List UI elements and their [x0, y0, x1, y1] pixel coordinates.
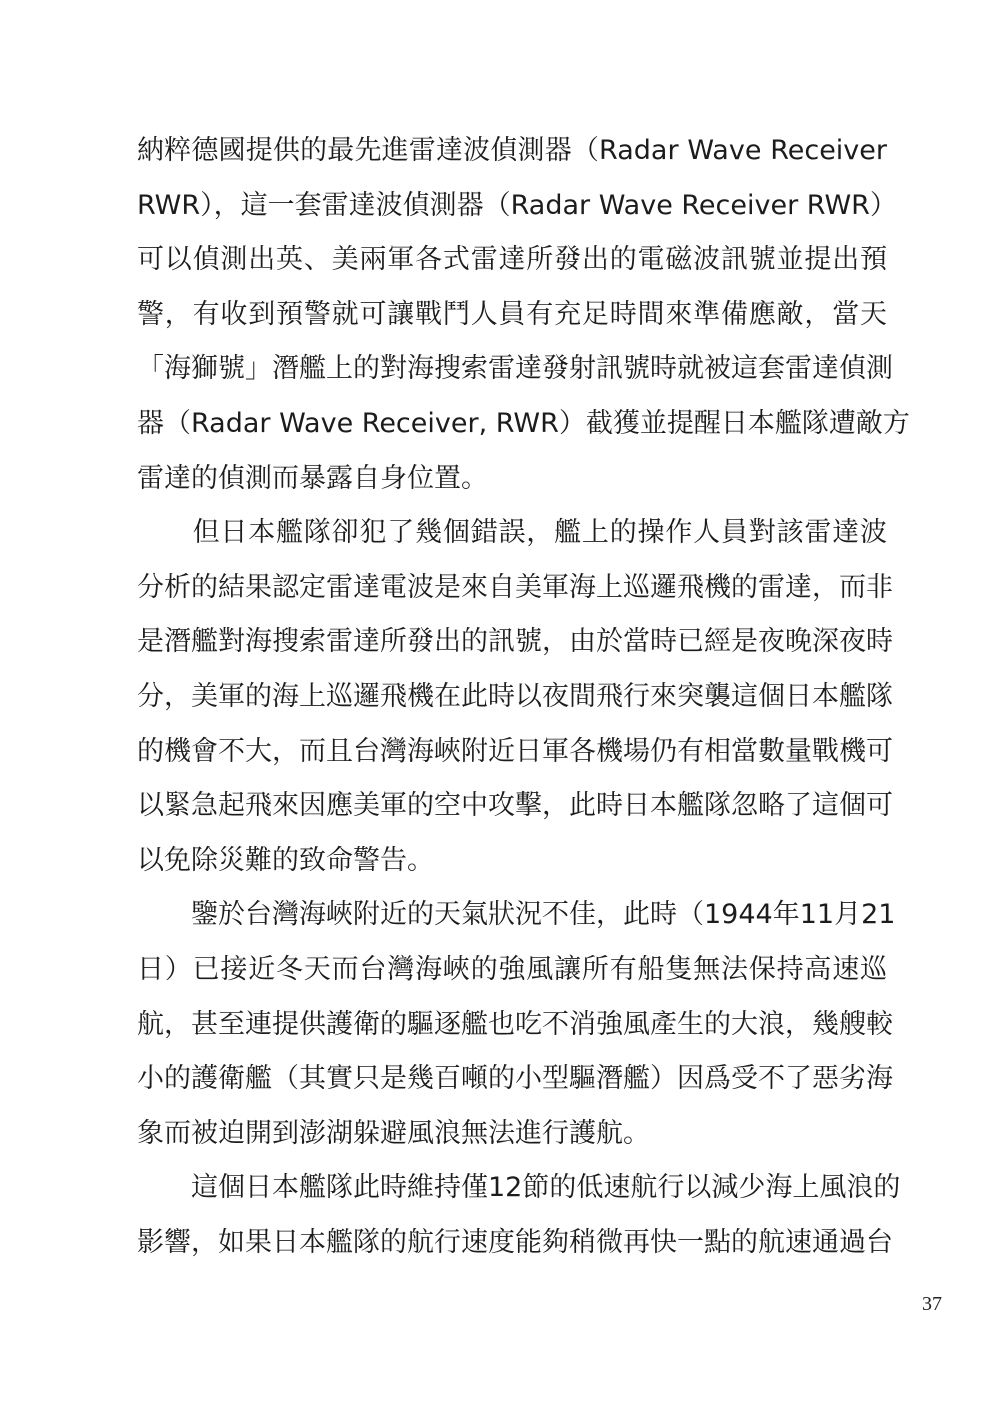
text-line: 日）已接近冬天而台灣海峽的強風讓所有船隻無法保持高速巡: [137, 953, 887, 985]
text-line: 分，美軍的海上巡邏飛機在此時以夜間飛行來突襲這個日本艦隊: [137, 680, 893, 712]
text-line: 小的護衛艦（其實只是幾百噸的小型驅潛艦）因爲受不了惡劣海: [137, 1063, 893, 1095]
text-line: 航，甚至連提供護衛的驅逐艦也吃不消強風產生的大浪，幾艘較: [137, 1008, 893, 1040]
text-line-paragraph-end: 以免除災難的致命警告。: [137, 844, 434, 876]
text-line: 可以偵測出英、美兩軍各式雷達所發出的電磁波訊號並提出預: [137, 244, 887, 276]
text-line-paragraph-start: 但日本艦隊卻犯了幾個錯誤，艦上的操作人員對該雷達波: [137, 517, 887, 549]
text-line: RWR），這一套雷達波偵測器（Radar Wave Receiver RWR）: [137, 189, 897, 221]
text-line: 以緊急起飛來因應美軍的空中攻擊，此時日本艦隊忽略了這個可: [137, 790, 893, 822]
text-line-paragraph-end: 雷達的偵測而暴露自身位置。: [137, 462, 488, 494]
body-text: [137, 124, 910, 1270]
text-line: 是潛艦對海搜索雷達所發出的訊號，由於當時已經是夜晚深夜時: [137, 626, 893, 658]
text-line-paragraph-end: 象而被迫開到澎湖躲避風浪無法進行護航。: [137, 1117, 650, 1149]
page-number: 37: [922, 1293, 942, 1315]
text-line: 「海獅號」潛艦上的對海搜索雷達發射訊號時就被這套雷達偵測: [137, 353, 893, 385]
text-line: 警，有收到預警就可讓戰鬥人員有充足時間來準備應敵，當天: [137, 298, 887, 330]
text-line: 分析的結果認定雷達電波是來自美軍海上巡邏飛機的雷達，而非: [137, 571, 893, 603]
text-line: 器（Radar Wave Receiver, RWR）截獲並提醒日本艦隊遭敵方: [137, 407, 910, 439]
text-line: 影響，如果日本艦隊的航行速度能夠稍微再快一點的航速通過台: [137, 1226, 893, 1258]
text-line-paragraph-start: 這個日本艦隊此時維持僅12節的低速航行以減少海上風浪的: [137, 1172, 901, 1204]
text-line: 的機會不大，而且台灣海峽附近日軍各機場仍有相當數量戰機可: [137, 735, 893, 767]
text-line-paragraph-start: 鑒於台灣海峽附近的天氣狀況不佳，此時（1944年11月21: [137, 899, 896, 931]
text-line: 納粹德國提供的最先進雷達波偵測器（Radar Wave Receiver: [137, 135, 887, 166]
